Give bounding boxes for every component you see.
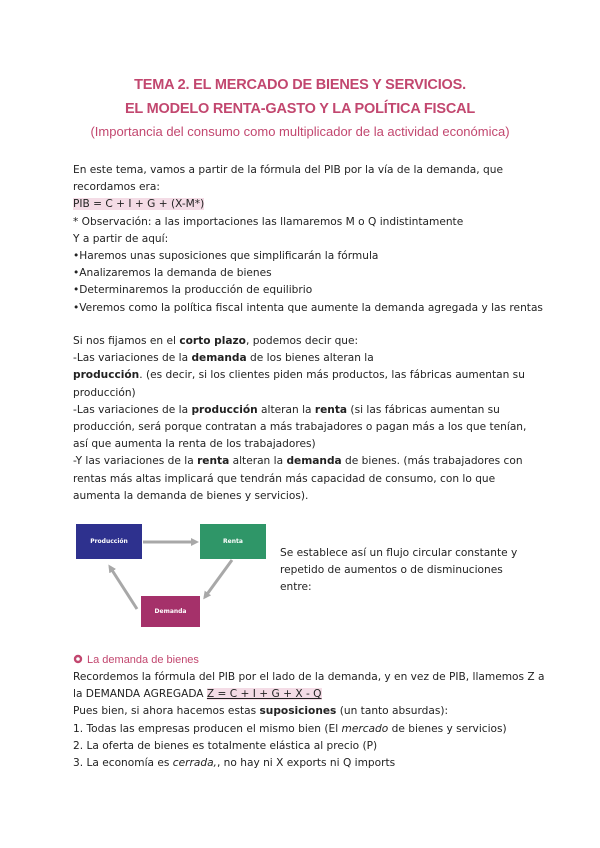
text-run: alteran la [229,455,287,468]
italic-term: cerrada, [172,757,217,770]
bold-term: demanda [286,455,342,468]
text-run: Pues bien, si ahora hacemos estas [73,705,260,718]
section-heading [73,654,199,666]
text-run: . (es decir, si los clientes piden más productos, las fábricas aumentan su [139,369,525,382]
text-run: de bienes y servicios) [388,722,507,735]
text-run: de bienes. (más trabajadores con [341,455,523,468]
bullet-item: •Haremos unas suposiciones que simplificarán la fórmula [73,250,379,263]
bold-term: producción [191,403,258,416]
text-line: producción) [73,386,136,399]
intro-line: recordamos era: [73,181,160,194]
bold-term: renta [314,403,348,416]
diagram-caption [280,545,530,597]
text-run: Si nos fijamos en el [73,335,180,347]
text-run: (un tanto absurdas): [336,705,449,718]
text-line: rentas más altas implicará que tendrán más capacidad de consumo, con lo que [73,472,496,485]
demanda-block [73,669,543,772]
box-produccion: Producción [76,524,142,559]
bold-term: renta [197,455,230,468]
list-item [73,721,543,738]
z-formula: Z = C + I + G + X - Q [206,688,322,701]
text-line: Recordemos la fórmula del PIB por el lado de la demanda, y en vez de PIB, llamemos Z a [73,671,545,683]
text-run: la DEMANDA AGREGADA [73,688,207,701]
bold-term: suposiciones [259,705,337,718]
box-demanda: Demanda [141,596,200,627]
list-item: 2. La oferta de bienes es totalmente elástica al precio (P) [73,739,378,752]
caption-line: entre: [280,581,312,594]
pib-formula: PIB = C + I + G + (X-M*) [73,198,205,211]
bold-term: corto plazo [179,335,246,347]
bullet-item: •Veremos como la política fiscal intenta que aumente la demanda agregada y las rentas [73,301,543,314]
intro-line: Y a partir de aquí: [73,232,169,245]
text-run: , no hay ni X exports ni Q imports [216,757,396,770]
gear-icon [73,654,83,666]
text-run: 1. Todas las empresas producen el mismo bien (El [73,722,342,735]
text-run: (si las fábricas aumentan su [347,403,500,416]
text-line [73,686,543,703]
text-run: alteran la [257,403,315,416]
intro-line: En este tema, vamos a partir de la fórmula del PIB por la vía de la demanda, que [73,164,503,176]
text-run: 3. La economía es [73,757,173,770]
arrow-renta-demanda [205,560,232,597]
bold-term: producción [73,369,140,382]
text-line: aumenta la demanda de bienes y servicios). [73,489,309,502]
text-line: así que aumenta la renta de los trabajadores) [73,438,316,451]
page-subtitle: EL MODELO RENTA-GASTO Y LA POLÍTICA FISCAL [124,101,476,117]
list-item [73,755,543,772]
italic-term: mercado [341,722,389,735]
arrow-demanda-produccion [110,567,137,609]
text-run: de los bienes alteran la [246,352,374,365]
text-run: -Y las variaciones de la [73,455,198,468]
intro-note: * Observación: a las importaciones las llamaremos M o Q indistintamente [73,215,464,228]
page-title: TEMA 2. EL MERCADO DE BIENES Y SERVICIOS. [134,77,466,93]
text-run: , podemos decir que: [245,335,359,347]
text-run: -Las variaciones de la [73,403,192,416]
bullet-item: •Determinaremos la producción de equilibrio [73,284,313,297]
section-title: La demanda de bienes [87,654,199,666]
page-note: (Importancia del consumo como multiplicador de la actividad económica) [90,124,510,139]
text-run: -Las variaciones de la [73,352,192,365]
box-renta: Renta [200,524,266,559]
bold-term: demanda [191,352,247,365]
bullet-item: •Analizaremos la demanda de bienes [73,267,272,280]
caption-line: Se establece así un flujo circular constante y [280,547,518,559]
text-line: producción, será porque contratan a más trabajadores o pagan más a los que tenían, [73,421,527,434]
text-line [73,703,543,720]
caption-line: repetido de aumentos o de disminuciones [280,564,503,577]
